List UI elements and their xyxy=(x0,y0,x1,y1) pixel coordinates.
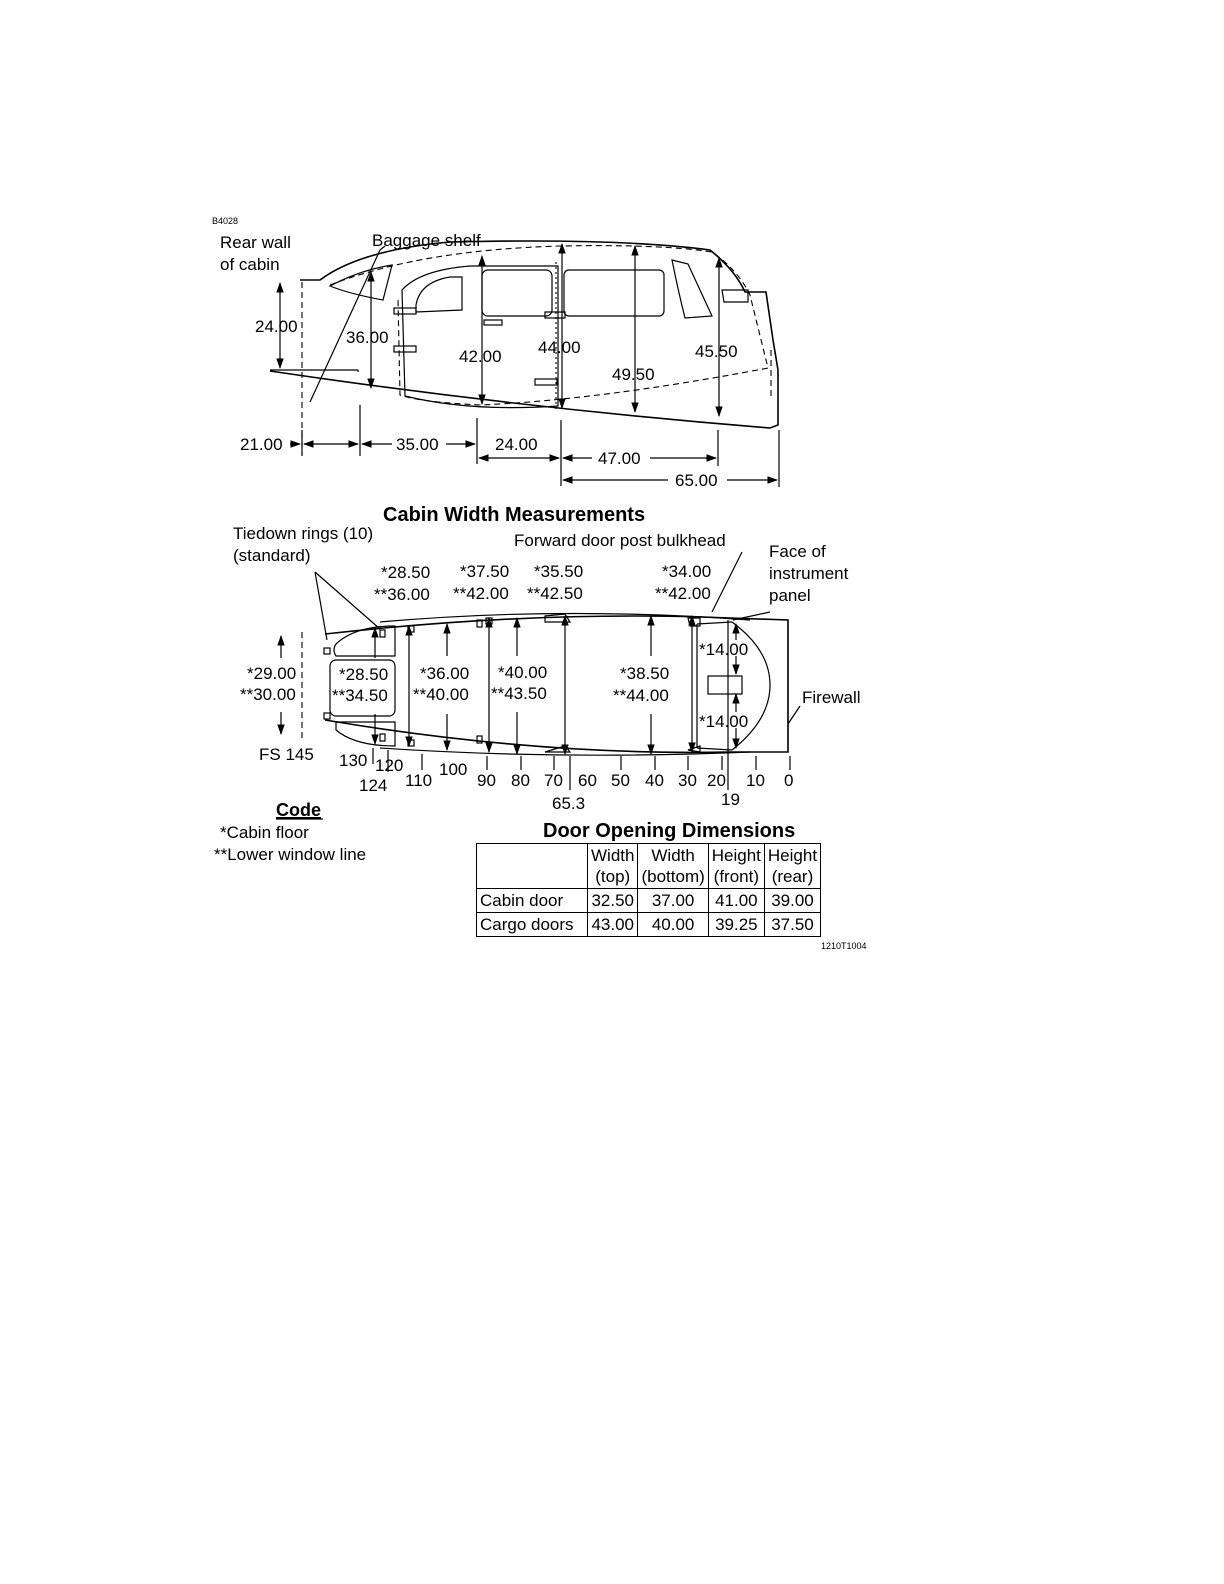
station-90: 90 xyxy=(477,771,496,790)
width-mid-a-floor: *29.00 xyxy=(247,664,297,683)
instrument-panel-label-3: panel xyxy=(769,586,811,605)
width-top-c-floor: *35.50 xyxy=(534,562,584,581)
header-height-rear: Height (rear) xyxy=(764,844,820,889)
width-top-a-floor: *28.50 xyxy=(381,563,431,582)
width-top-a-window: **36.00 xyxy=(374,585,430,604)
width-mid-d-floor: *40.00 xyxy=(498,663,548,682)
width-mid-a-window: **30.00 xyxy=(240,685,296,704)
instrument-panel-label-2: instrument xyxy=(769,564,849,583)
instrument-panel-label-1: Face of xyxy=(769,542,826,561)
station-50: 50 xyxy=(611,771,630,790)
width-mid-c-floor: *36.00 xyxy=(420,664,470,683)
station-110: 110 xyxy=(405,771,433,790)
header-width-bottom: Width (bottom) xyxy=(638,844,708,889)
tiedown-label-1: Tiedown rings (10) xyxy=(233,524,374,543)
header-blank xyxy=(477,844,588,889)
code-key-title: Code xyxy=(276,800,321,820)
height-36: 36.00 xyxy=(346,328,389,347)
door-table-title: Door Opening Dimensions xyxy=(543,820,796,842)
firewall-label: Firewall xyxy=(802,688,861,707)
width-top-b-window: **42.00 xyxy=(453,584,509,603)
station-20: 20 xyxy=(707,771,726,790)
figure-code-bottom: 1210T1004 xyxy=(821,941,867,951)
length-35: 35.00 xyxy=(396,435,439,454)
station-30: 30 xyxy=(678,771,697,790)
width-top-d-floor: *34.00 xyxy=(662,562,712,581)
cell-value: 32.50 xyxy=(588,889,638,913)
width-mid-e-floor: *38.50 xyxy=(620,664,670,683)
width-mid-c-window: **40.00 xyxy=(413,685,469,704)
length-47: 47.00 xyxy=(598,449,641,468)
station-19: 19 xyxy=(721,790,740,809)
width-top-b-floor: *37.50 xyxy=(460,562,510,581)
station-40: 40 xyxy=(645,771,664,790)
height-24: 24.00 xyxy=(255,317,298,336)
station-124: 124 xyxy=(359,776,388,795)
figure-code-top: B4028 xyxy=(212,216,239,226)
code-key-floor: *Cabin floor xyxy=(220,823,309,842)
station-60: 60 xyxy=(578,771,597,790)
station-0: 0 xyxy=(784,771,794,790)
station-70: 70 xyxy=(544,771,563,790)
height-44: 44.00 xyxy=(538,338,581,357)
baggage-shelf-label: Baggage shelf xyxy=(372,231,481,250)
header-height-front: Height (front) xyxy=(708,844,764,889)
cell-value: 39.25 xyxy=(708,913,764,937)
tiedown-label-2: (standard) xyxy=(233,546,311,565)
station-80: 80 xyxy=(511,771,530,790)
table-row xyxy=(477,889,821,913)
station-120: 120 xyxy=(375,756,404,775)
rear-wall-label-1: Rear wall xyxy=(220,233,291,252)
station-100: 100 xyxy=(439,760,468,779)
cell-value: 41.00 xyxy=(708,889,764,913)
height-49-5: 49.50 xyxy=(612,365,655,384)
code-key-window: **Lower window line xyxy=(214,845,367,864)
header-width-top: Width (top) xyxy=(588,844,638,889)
length-21: 21.00 xyxy=(240,435,283,454)
cell-value: 37.00 xyxy=(638,889,708,913)
height-right-upper: *14.00 xyxy=(699,640,749,659)
cell-value: 40.00 xyxy=(638,913,708,937)
cell-value: 39.00 xyxy=(764,889,820,913)
cell-value: 37.50 xyxy=(764,913,820,937)
table-row xyxy=(477,913,821,937)
station-65-3: 65.3 xyxy=(552,794,586,813)
length-24: 24.00 xyxy=(495,435,538,454)
width-mid-b-window: **34.50 xyxy=(332,686,388,705)
width-mid-d-window: **43.50 xyxy=(491,684,547,703)
door-opening-table xyxy=(476,843,821,937)
row-label: Cabin door xyxy=(477,889,588,913)
width-top-d-window: **42.00 xyxy=(655,584,711,603)
forward-door-post-label: Forward door post bulkhead xyxy=(514,531,726,550)
rear-wall-label-2: of cabin xyxy=(220,255,280,274)
height-right-lower: *14.00 xyxy=(699,712,749,731)
row-label: Cargo doors xyxy=(477,913,588,937)
width-mid-b-floor: *28.50 xyxy=(339,665,389,684)
length-65: 65.00 xyxy=(675,471,718,490)
fs-label: FS 145 xyxy=(259,745,314,764)
width-top-c-window: **42.50 xyxy=(527,584,583,603)
height-42: 42.00 xyxy=(459,347,502,366)
station-10: 10 xyxy=(746,771,765,790)
height-45-5: 45.50 xyxy=(695,342,738,361)
table-header-row xyxy=(477,844,821,889)
station-130: 130 xyxy=(339,751,368,770)
width-mid-e-window: **44.00 xyxy=(613,686,669,705)
cabin-width-title: Cabin Width Measurements xyxy=(383,504,646,526)
cell-value: 43.00 xyxy=(588,913,638,937)
